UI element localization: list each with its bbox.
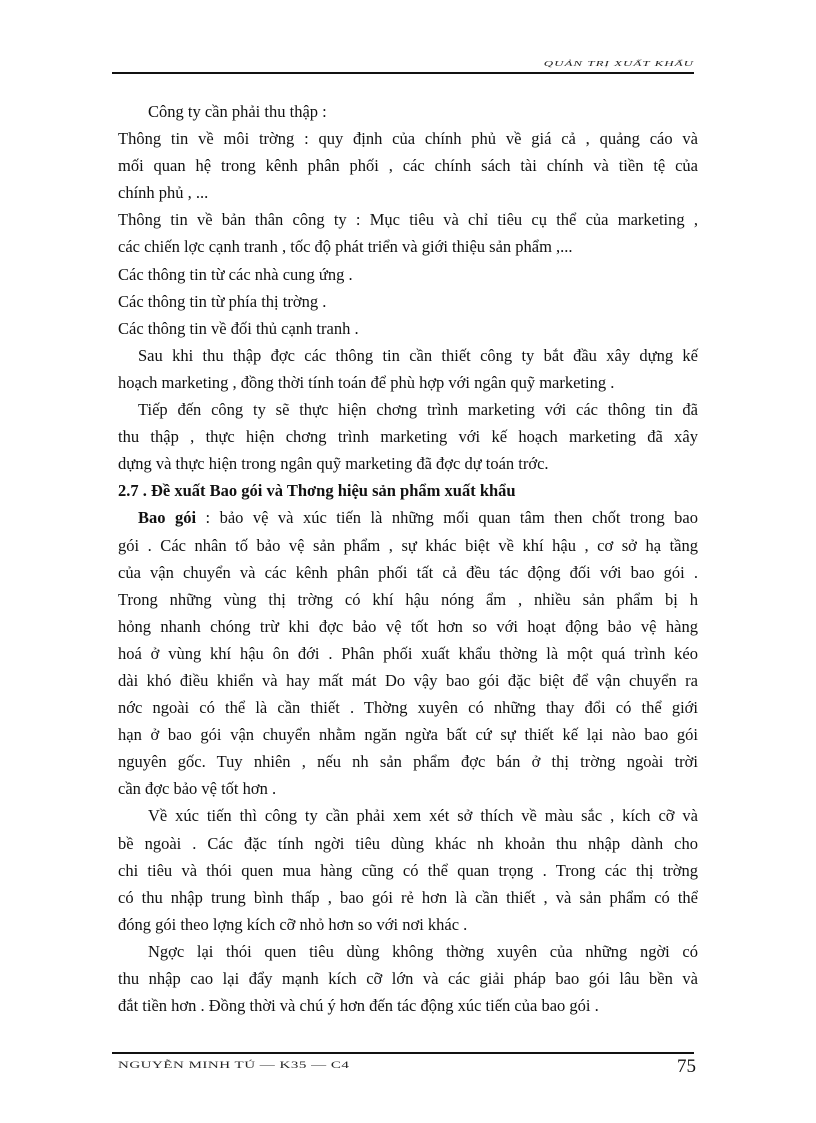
paragraph-line: có thu nhập trung bình thấp , bao gói rẻ hơn là cần thiết , và sản phẩm có thể [118, 887, 698, 907]
paragraph-line: Thông tin về bản thân công ty : Mục tiêu và chỉ tiêu cụ thể của marketing , [118, 210, 698, 230]
paragraph-line: chi tiêu và thói quen mua hàng cũng có thể quan trọng . Trong các thị trờng [118, 860, 698, 880]
paragraph-line: Tiếp đến công ty sẽ thực hiện chơng trình marketing với các thông tin đã [138, 400, 698, 420]
paragraph-line [118, 504, 698, 531]
paragraph-line: nớc ngoài có thể là cần thiết . Thờng xuyên có những thay đổi có thể giới [118, 698, 698, 718]
paragraph-line: hạn ở bao gói vận chuyển nhằm ngăn ngừa bất cứ sự thiết kế lại nào bao gói [118, 725, 698, 745]
paragraph-line: thu nhập cao lại đẩy mạnh kích cỡ lớn và các giải pháp bao gói lâu bền và [118, 969, 698, 988]
paragraph-line: Công ty cần phải thu thập : [148, 102, 327, 121]
section-heading: 2.7 . Đề xuất Bao gói và Thơng hiệu sản phẩm xuất khẩu [118, 481, 516, 501]
paragraph-line: Ngợc lại thói quen tiêu dùng không thờng xuyên của những ngời có [148, 941, 698, 961]
paragraph-line: hoạch marketing , đồng thời tính toán để phù hợp với ngân quỹ marketing . [118, 372, 615, 392]
paragraph-text: : bảo vệ và xúc tiến là những mối quan tâm then chốt trong bao [196, 508, 698, 528]
footer-rule [112, 1052, 694, 1054]
running-header: QUẢN TRỊ XUẤT KHẨU [543, 59, 694, 68]
paragraph-line: Sau khi thu thập đợc các thông tin cần thiết công ty bắt đầu xây dựng kế [138, 345, 698, 365]
paragraph-line: hoá ở vùng khí hậu ôn đới . Phân phối xuất khẩu thờng là một quá trình kéo [118, 643, 698, 663]
paragraph-line: các chiến lợc cạnh tranh , tốc độ phát triển và giới thiệu sản phẩm ,... [118, 237, 573, 257]
paragraph-line: mối quan hệ trong kênh phân phối , các chính sách tài chính và tiền tệ của [118, 156, 698, 176]
paragraph-line: bề ngoài . Các đặc tính ngời tiêu dùng khác nh khoản thu nhập dành cho [118, 833, 698, 853]
paragraph-line: đắt tiền hơn . Đồng thời và chú ý hơn đến tác động xúc tiến của bao gói . [118, 996, 599, 1016]
paragraph-line: thu thập , thực hiện chơng trình marketing với kế hoạch marketing đã xây [118, 427, 698, 447]
body-text [118, 98, 698, 1019]
paragraph-line: dựng và thực hiện trong ngân quỹ marketing đã đợc dự toán trớc. [118, 454, 549, 474]
paragraph-line: chính phủ , ... [118, 183, 209, 203]
list-line: Các thông tin từ các nhà cung ứng . [118, 264, 353, 284]
paragraph-line: cần đợc bảo vệ tốt hơn . [118, 779, 277, 799]
list-line: Các thông tin từ phía thị trờng . [118, 291, 327, 311]
paragraph-line: Về xúc tiến thì công ty cần phải xem xét sở thích về màu sắc , kích cỡ và [148, 806, 698, 826]
paragraph-line: gói . Các nhân tố bảo vệ sản phẩm , sự khác biệt về khí hậu , cơ sở hạ tầng [118, 535, 698, 555]
paragraph-line: Trong những vùng thị trờng có khí hậu nóng ẩm , nhiều sản phẩm bị h [118, 589, 698, 609]
paragraph-line: dài khó điều khiển và hay mất mát Do vậy bao gói đặc biệt để vận chuyển ra [118, 670, 698, 690]
paragraph-line: hỏng nhanh chóng trừ khi đợc bảo vệ tốt hơn so với hoạt động bảo vệ hàng [118, 616, 698, 636]
footer-author: NGUYỄN MINH TÚ — K35 — C4 [118, 1060, 350, 1071]
paragraph-line: của vận chuyển và các kênh phân phối tất cả đều tác động đối với bao gói . [118, 562, 698, 582]
term-bao-goi: Bao gói [138, 508, 197, 528]
list-line: Các thông tin về đối thủ cạnh tranh . [118, 318, 359, 338]
paragraph-line: nguyên gốc. Tuy nhiên , nếu nh sản phẩm đợc bán ở thị trờng ngoài trời [118, 752, 698, 772]
paragraph-line: đóng gói theo lợng kích cỡ nhỏ hơn so với nơi khác . [118, 914, 468, 934]
paragraph-line: Thông tin về môi trờng : quy định của chính phủ về giá cả , quảng cáo và [118, 129, 698, 149]
page-number: 75 [677, 1056, 696, 1077]
header-rule [112, 72, 694, 74]
